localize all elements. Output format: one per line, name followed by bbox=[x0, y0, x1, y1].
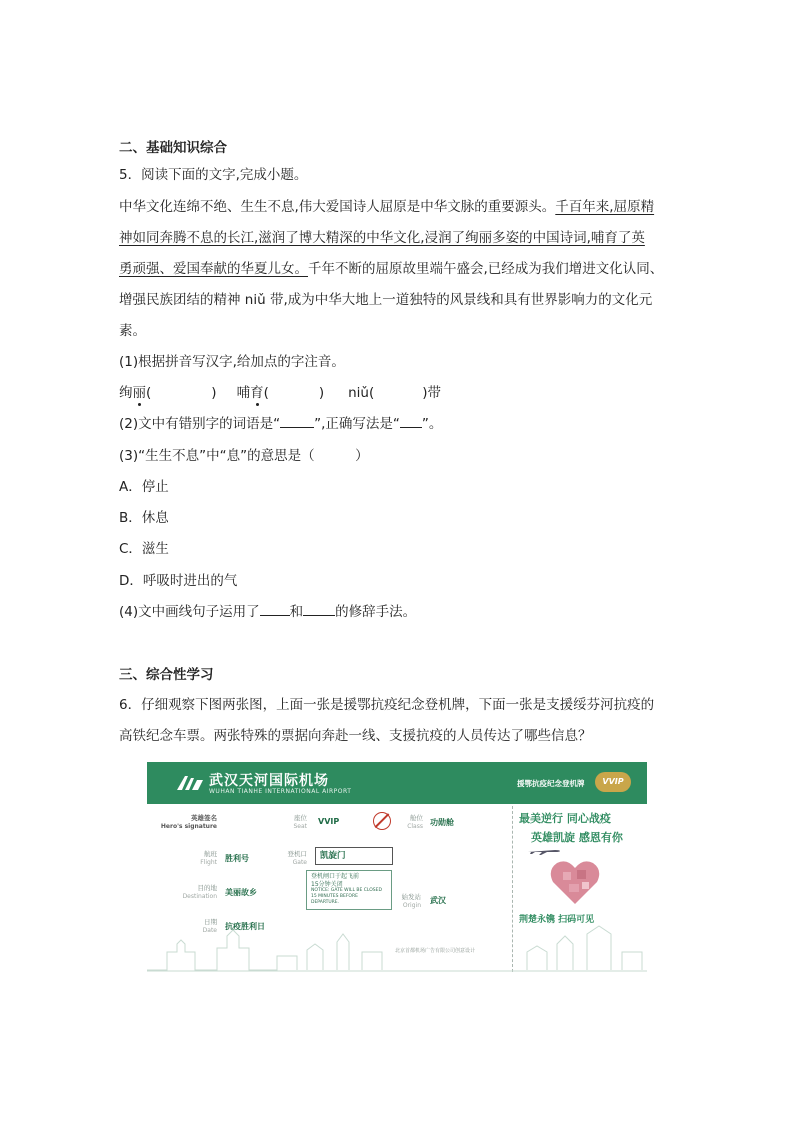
seat-label: 座位 bbox=[294, 814, 307, 822]
slogan-3: 荆楚永镌 扫码可见 bbox=[519, 915, 595, 925]
origin-label: 始发站 bbox=[401, 893, 421, 901]
passage-text: 千年不断的屈原故里端午盛会,已经成为我们增进文化认同、 bbox=[308, 261, 664, 277]
airport-name: 武汉天河国际机场 bbox=[209, 773, 329, 789]
bracket-close: ) bbox=[211, 385, 217, 401]
origin-label-en: Origin bbox=[402, 902, 421, 909]
gate-label: 登机口 bbox=[287, 850, 307, 858]
class-label-en: Class bbox=[407, 823, 423, 830]
answer-blank[interactable] bbox=[260, 603, 290, 616]
date-value: 抗疫胜利日 bbox=[225, 922, 265, 931]
notice-line: 登机闸口于起飞前 bbox=[311, 873, 360, 880]
bracket-close: ) bbox=[318, 385, 325, 401]
passage-line-4: 增强民族团结的精神 niǔ 带,成为中华大地上一道独特的风景线和具有世界影响力的文化元 bbox=[119, 292, 653, 308]
answer-blank[interactable] bbox=[280, 415, 314, 428]
passage-line-3 bbox=[119, 259, 663, 279]
notice-line-en: 15 MINUTES BEFORE DEPARTURE. bbox=[311, 894, 358, 905]
answer-blank[interactable] bbox=[303, 603, 335, 616]
slogan-2: 英雄凯旋 感恩有你 bbox=[531, 831, 623, 844]
airport-logo-icon bbox=[175, 774, 205, 792]
sub-question-1: (1)根据拼音写汉字,给加点的字注音。 bbox=[119, 354, 345, 370]
destination-value: 美丽故乡 bbox=[225, 888, 257, 897]
passage-line-5: 素。 bbox=[119, 323, 146, 339]
underlined-sentence-end: 勇顽强、爱国奉献的华夏儿女。 bbox=[119, 261, 308, 277]
section-heading-2: 二、基础知识综合 bbox=[119, 140, 227, 156]
boarding-pass-header bbox=[147, 762, 647, 804]
notice-line: 15分钟关闭 bbox=[311, 880, 343, 888]
gate-label-en: Gate bbox=[292, 859, 307, 866]
gate-value: 凯旋门 bbox=[315, 847, 393, 865]
bracket-open: ( bbox=[263, 385, 269, 401]
sub-question-1-items bbox=[119, 383, 441, 403]
origin-value: 武汉 bbox=[430, 896, 446, 905]
answer-blank[interactable] bbox=[400, 415, 422, 428]
sub-question-2: (2)文中有错别字的词语是“ ”,正确写法是“ ”。 bbox=[119, 416, 443, 432]
no-smoking-icon bbox=[373, 812, 391, 830]
flight-value: 胜利号 bbox=[225, 854, 249, 863]
date-label-en: Date bbox=[202, 927, 217, 934]
sub-question-3: (3)“生生不息”中“息”的意思是（ ） bbox=[119, 448, 369, 464]
sub-question-4: (4)文中画线句子运用了 和 的修辞手法。 bbox=[119, 604, 417, 620]
passage-line-2: 神如同奔腾不息的长江,滋润了博大精深的中华文化,浸润了绚丽多姿的中国诗词,哺育了英 bbox=[119, 230, 645, 246]
section-heading-3: 三、综合性学习 bbox=[119, 667, 214, 683]
design-credit: 北京首都机场广告有限公司创意设计 bbox=[395, 948, 476, 954]
boarding-pass-image bbox=[147, 762, 647, 972]
slogan-1: 最美逆行 同心战疫 bbox=[519, 812, 611, 825]
date-label: 日期 bbox=[204, 918, 217, 926]
bracket-open: ( bbox=[146, 385, 152, 401]
flight-label-en: Flight bbox=[200, 859, 217, 866]
dotted-char: 育 bbox=[250, 385, 264, 401]
option-b[interactable]: B．休息 bbox=[119, 510, 169, 526]
word-char: 绚 bbox=[119, 385, 133, 401]
seat-value: VVIP bbox=[318, 817, 340, 826]
option-d[interactable]: D．呼吸时进出的气 bbox=[119, 573, 238, 589]
destination-label-en: Destination bbox=[182, 893, 217, 900]
airport-name-en: WUHAN TIANHE INTERNATIONAL AIRPORT bbox=[209, 788, 352, 795]
hero-label: 英雄签名 bbox=[191, 814, 217, 822]
boarding-pass-tag: 援鄂抗疫纪念登机牌 bbox=[517, 779, 585, 788]
seat-label-en: Seat bbox=[293, 823, 307, 830]
option-a[interactable]: A．停止 bbox=[119, 479, 169, 495]
pinyin-prompt: niǔ( bbox=[348, 385, 375, 401]
passage-text: 中华文化连绵不绝、生生不息,伟大爱国诗人屈原是中华文脉的重要源头。 bbox=[119, 199, 556, 215]
destination-label: 目的地 bbox=[197, 884, 217, 892]
hero-label-en: Hero's signature bbox=[160, 823, 217, 830]
flight-label: 航班 bbox=[204, 850, 217, 858]
option-c[interactable]: C．滋生 bbox=[119, 541, 169, 557]
gate-notice bbox=[306, 870, 392, 910]
notice-line-en: NOTICE: GATE WILL BE CLOSED bbox=[311, 888, 382, 893]
class-value: 功勋舱 bbox=[430, 818, 454, 827]
question-5-stem: 5．阅读下面的文字,完成小题。 bbox=[119, 167, 308, 183]
dotted-char: 丽 bbox=[132, 385, 146, 401]
word-char: 哺 bbox=[236, 385, 251, 401]
question-6-line-2: 高铁纪念车票。两张特殊的票据向奔赴一线、支援抗疫的人员传达了哪些信息？ bbox=[119, 728, 592, 744]
passage-line-1 bbox=[119, 197, 654, 217]
question-6-line-1: 6．仔细观察下图两张图，上面一张是援鄂抗疫纪念登机牌，下面一张是支援绥芬河抗疫的 bbox=[119, 697, 655, 713]
airplane-icon bbox=[527, 846, 561, 856]
underlined-sentence: 千百年来,屈原精 bbox=[555, 199, 655, 215]
qr-heart-icon bbox=[549, 858, 601, 906]
class-label: 舱位 bbox=[410, 814, 423, 822]
vvip-badge: VVIP bbox=[595, 772, 631, 792]
bracket-close: )带 bbox=[422, 385, 442, 401]
